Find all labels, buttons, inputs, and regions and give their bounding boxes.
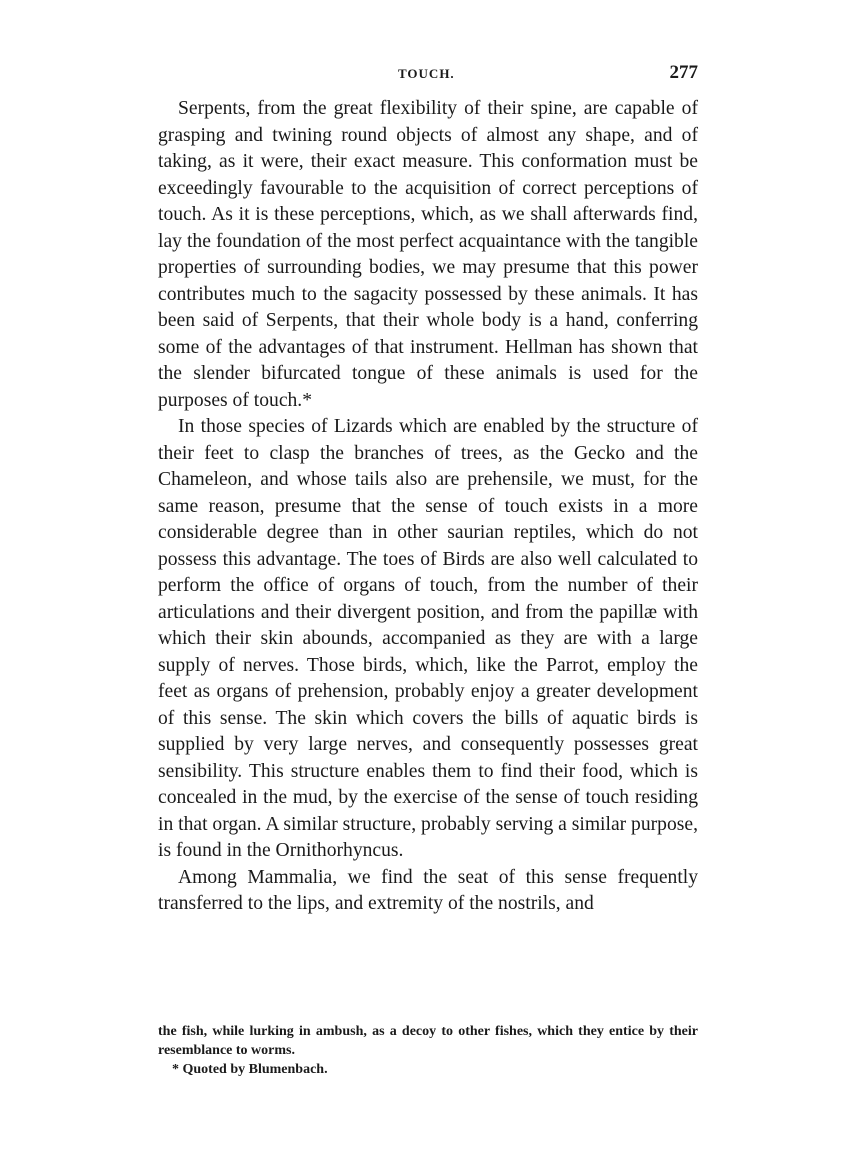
paragraph-mammalia: Among Mammalia, we find the seat of this sense frequently transferred to the lips, and extremity of the nostrils, and	[158, 866, 698, 914]
running-title: TOUCH.	[398, 66, 455, 81]
running-head	[158, 62, 698, 86]
footnote-continued: the fish, while lurking in ambush, as a decoy to other fishes, which they entice by their resemblance to worms.	[158, 1024, 698, 1058]
paragraph-lizards-birds: In those species of Lizards which are enabled by the structure of their feet to clasp the branches of trees, as the Gecko and the Chameleon, and whose tails also are prehensile, we must, for the same reason, presume that the sense of touch exists in a more considerable degree than in other saurian reptiles, which do not possess this advantage. The toes of Birds are also well calculated to perform the office of organs of touch, from the number of their articulations and their divergent position, and from the papillæ with which their skin abounds, accompanied as they are with a large supply of nerves. Those birds, which, like the Parrot, employ the feet as organs of prehension, probably enjoy a greater development of this sense. The skin which covers the bills of aquatic birds is supplied by very large nerves, and consequently possesses great sensibility. This structure enables them to find their food, which is concealed in the mud, by the exercise of the sense of touch residing in that organ. A similar structure, probably serving a similar purpose, is found in the Ornithorhyncus.	[158, 416, 698, 861]
body-text	[158, 96, 698, 918]
page-number: 277	[669, 62, 698, 83]
footnotes	[158, 1022, 698, 1079]
footnote-blumenbach: * Quoted by Blumenbach.	[172, 1062, 328, 1077]
paragraph-serpents: Serpents, from the great flexibility of their spine, are capable of grasping and twining round objects of almost any shape, and of taking, as it were, their exact measure. This conformation must be exceedingly favourable to the acquisition of correct perceptions of touch. As it is these perceptions, which, as we shall afterwards find, lay the foundation of the most perfect acquaintance with the tangible properties of surrounding bodies, we may presume that this power contributes much to the sagacity possessed by these animals. It has been said of Serpents, that their whole body is a hand, conferring some of the advantages of that instrument. Hellman has shown that the slender bifurcated tongue of these animals is used for the purposes of touch.*	[158, 98, 698, 411]
